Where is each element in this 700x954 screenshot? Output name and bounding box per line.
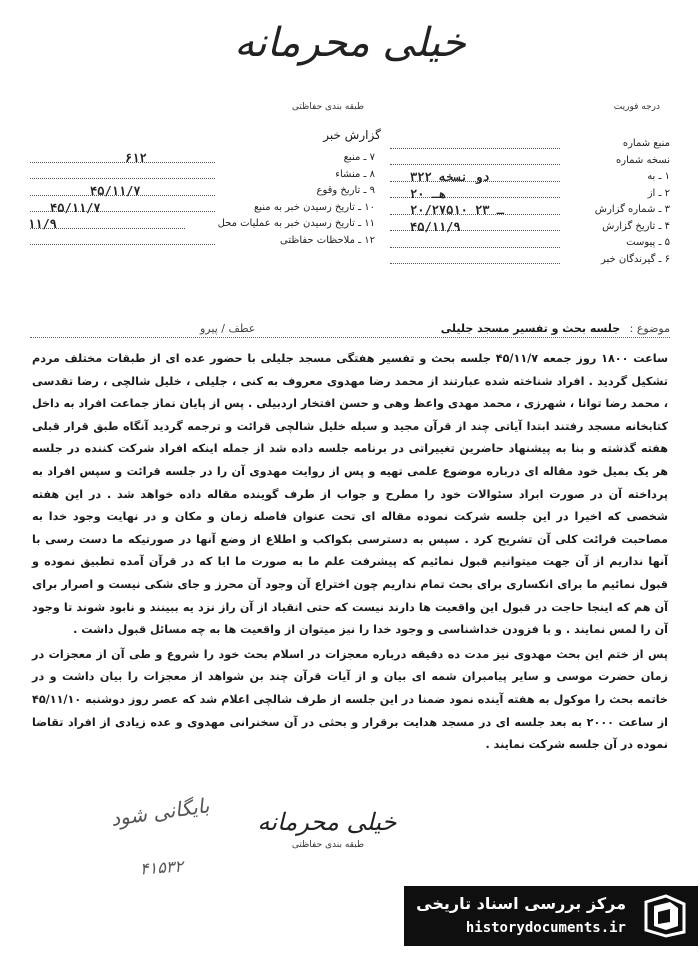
field-row [30,200,375,217]
subject-text: جلسه بحث و تفسیر مسجد جلیلی [440,322,621,335]
handwritten-note: بایگانی شود [109,793,211,831]
field-value: ۴۵/۱۱/۷ [50,200,101,215]
field-value: ۴۵/۱۱/۷ [90,184,141,198]
body-paragraph: پس از ختم این بحث مهدوی نیز مدت ده دقیقه درباره معجزات در اسلام بحث خود را شروع و طی آن از معجزات در زمان حضرت موسی و سایر پیامبران شمه ای بیان و از آیات قرآن چند بن شواهد از معجزات را بیان داشت و در خاتمه بحث را موکول به هفته آینده نمود ضمنا در این جلسه از طرف شالچی اعلام شد که عصر روز دوشنبه ۴۵/۱۱/۱۰ از ساعت ۲۰۰۰ به بعد جلسه ای در مسجد هدایت برقرار و بحثی در آن سخنرانی مهدوی و عده زیادی از افراد تقاضا نموده در آن جلسه شرکت نمایند . [32,647,668,752]
field-label: ۱۱ ـ تاریخ رسیدن خبر به عملیات محل [217,218,375,229]
signature-classification: طبقه بندی حفاظتی [291,840,365,850]
field-dots [390,247,560,248]
field-dots [30,244,215,245]
field-row [30,183,375,200]
reference-label: عطف / پیرو [200,322,256,335]
field-label: ۱۰ ـ تاریخ رسیدن خبر به منبع [253,201,375,213]
subject-label: موضوع : [629,322,670,335]
field-label: ۱۲ ـ ملاحظات حفاظتی [280,234,375,246]
subject-line [30,322,670,338]
field-dots [390,148,560,149]
field-row [30,233,375,250]
watermark-banner [404,886,698,946]
field-row [30,216,375,233]
field-value: ۲۰ هـ [410,186,447,201]
field-row [390,202,670,219]
field-label: ۱ ـ به [647,171,670,182]
right-fields [390,136,670,268]
handwritten-number: ۴۱۵۳۲ [139,856,184,879]
classification-label: طبقه بندی حفاظتی [291,102,365,112]
priority-label: درجه فوریت [613,102,660,112]
field-label: ۶ ـ گیرندگان خبر [600,253,670,265]
archive-logo-icon [640,892,690,940]
field-dots [30,178,215,179]
field-label: ۵ ـ پیوست [626,237,670,248]
field-label: ۷ ـ منبع [343,152,375,163]
field-label: ۸ ـ منشاء [335,168,375,180]
field-label: منبع شماره [622,138,670,149]
field-dots [30,162,215,163]
field-value: ۳۲۲ دو نسخه [410,170,490,184]
signature-stamp: خیلی محرمانه [257,808,397,836]
field-label: نسخه شماره [616,154,670,166]
watermark-url: historydocuments.ir [465,920,626,936]
field-value: ۱۱/۹ [28,217,57,231]
field-row [390,136,670,153]
field-value: ۲۰/۲۷۵۱۰ ـ ۲۳ [410,203,504,217]
body-paragraph: ساعت ۱۸۰۰ روز جمعه ۴۵/۱۱/۷ جلسه بحث و تفسیر هفتگی مسجد جلیلی با حضور عده ای از طبقات مختلف مردم تشکیل گردید . افراد شناخته شده عبارتند از محمد رضا مهدوی معروف به کنی ، جلیلی ، خلیل شالچی ، رضا تقدسی ، محمد رضا توانا ، شهرزی ، محمد مهدی واعظ وهی و حسن افتخار اردبیلی . پس از پایان نماز جماعت افراد به داخل کتابخانه مسجد رفتند ابتدا آیاتی چند از قرآن مجید و سیله خلیل شالچی قرائت و ترجمه گردید آنگاه طبق قرار قبلی هفته گذشته و بنا به پیشنهاد حاضرین تغییراتی در برنامه جلسه داده شد از جمله اینکه افراد شرکت کننده در جلسه هر یک بمیل خود مقاله ای درباره موضوع علمی تهیه و پس از روایت مهدوی آن را در جلسه قرائت و سپس افراد به پرداخته آن در صورت ابراد سئوالات خود را مطرح و جواب از طرف گوینده مقاله داده خواهد شد . در این هفته شخصی که اخیرا در این جلسه شرکت نموده مقاله ای تحت عنوان فاصله زمان و مکان و در نهایت وجود خدا به مصاحبت قرائت کلی آن تشریح کرد . سپس به دسترسی بکواکب و اطلاع از وضع آنها در صورتیکه ما دست رسی با آنها نداریم از آن جهت میتوانیم قبول نمائیم که پیشرفت علم ما به صورت ما ابا که در قرآن آمده تطبیق نموده و قبول نمائیم ما برای انکساری برای بحث تمام نداریم چون اختراع آن وجود آن محرز و جای شکی نیست و اصرار برای آن هم که اینجا حاجت در قبول این واقعیت ها دارند نیست که حتی انقیاد از آن راز نزد یه ببینند و نابود شوند تا وجود آن را لمس نمایند . و با فزودن خداشناسی و وجود خدا را نیز میتوان از واقعیت ها به چه مسائل قبول داشت . [32,352,668,637]
field-label: ۲ ـ از [647,187,670,199]
field-row [390,169,670,186]
field-value: ۶۱۲ [125,151,147,165]
field-row [390,186,670,203]
field-dots [390,164,560,165]
classification-stamp-title: خیلی محرمانه [234,20,466,66]
field-dots [390,263,560,264]
field-row [390,153,670,170]
left-fields [30,150,375,249]
field-label: ۹ ـ تاریخ وقوع [316,185,375,196]
field-row [390,252,670,269]
field-label: ۴ ـ تاریخ گزارش [602,220,670,232]
field-label: ۳ ـ شماره گزارش [594,204,670,215]
field-row [30,167,375,184]
field-row [390,235,670,252]
field-row [30,150,375,167]
report-body [32,348,668,757]
field-value: ۴۵/۱۱/۹ [410,219,461,234]
report-type: گزارش خبر [323,128,381,142]
watermark-title: مرکز بررسی اسناد تاریخی [416,894,626,913]
field-row [390,219,670,236]
